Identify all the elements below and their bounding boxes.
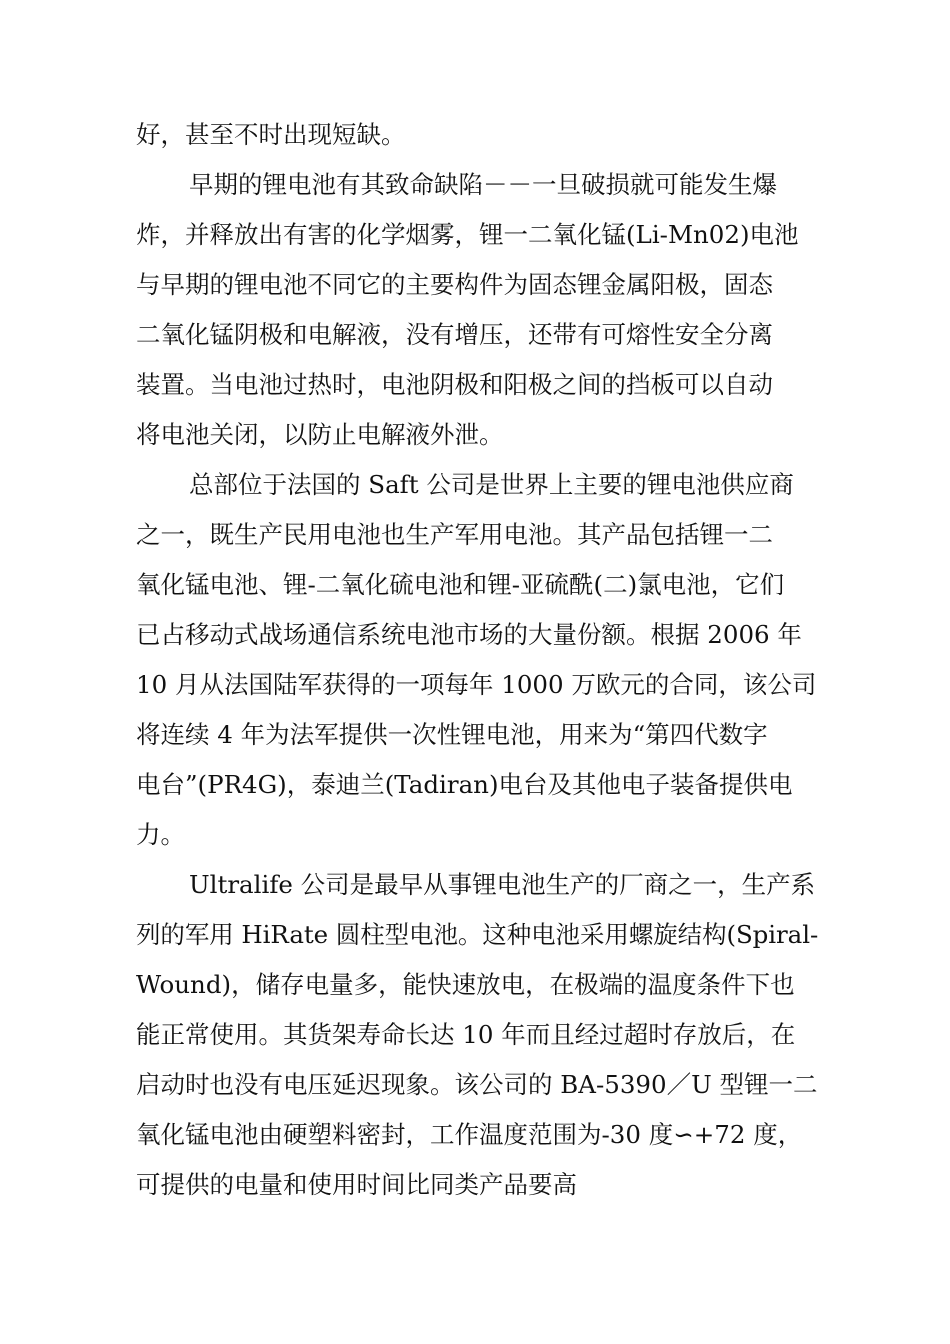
text-line: 将电池关闭，以防止电解液外泄。 — [136, 420, 504, 449]
text-line: 好，甚至不时出现短缺。 — [136, 120, 406, 149]
text-line: Wound)，储存电量多，能快速放电，在极端的温度条件下也 — [136, 970, 795, 999]
paragraph-first-line: 总部位于法国的 Saft 公司是世界上主要的锂电池供应商 — [189, 470, 794, 499]
text-line: 氧化锰电池、锂-二氧化硫电池和锂-亚硫酰(二)氯电池，它们 — [136, 570, 785, 599]
text-line: 装置。当电池过热时，电池阴极和阳极之间的挡板可以自动 — [136, 370, 773, 399]
text-line: 能正常使用。其货架寿命长达 10 年而且经过超时存放后，在 — [136, 1020, 796, 1049]
text-line: 已占移动式战场通信系统电池市场的大量份额。根据 2006 年 — [136, 620, 802, 649]
text-line: 二氧化锰阴极和电解液，没有增压，还带有可熔性安全分离 — [136, 320, 773, 349]
text-line: 启动时也没有电压延迟现象。该公司的 BA-5390／U 型锂一二 — [136, 1070, 818, 1099]
text-line: 之一，既生产民用电池也生产军用电池。其产品包括锂一二 — [136, 520, 773, 549]
text-line: 将连续 4 年为法军提供一次性锂电池，用来为“第四代数字 — [136, 720, 768, 749]
text-line: 氧化锰电池由硬塑料密封，工作温度范围为-30 度∽+72 度， — [136, 1120, 803, 1149]
text-line: 与早期的锂电池不同它的主要构件为固态锂金属阳极，固态 — [136, 270, 773, 299]
text-line: 力。 — [136, 820, 185, 849]
text-line: 可提供的电量和使用时间比同类产品要高 — [136, 1170, 577, 1199]
text-line: 电台”(PR4G)，泰迪兰(Tadiran)电台及其他电子装备提供电 — [136, 770, 793, 799]
paragraph-first-line: 早期的锂电池有其致命缺陷－－一旦破损就可能发生爆 — [189, 170, 777, 199]
text-line: 列的军用 HiRate 圆柱型电池。这种电池采用螺旋结构(Spiral- — [136, 920, 819, 949]
text-line: 炸，并释放出有害的化学烟雾，锂一二氧化锰(Li-Mn02)电池 — [136, 220, 799, 249]
paragraph-first-line: Ultralife 公司是最早从事锂电池生产的厂商之一，生产系 — [189, 870, 816, 899]
text-line: 10 月从法国陆军获得的一项每年 1000 万欧元的合同，该公司 — [136, 670, 817, 699]
